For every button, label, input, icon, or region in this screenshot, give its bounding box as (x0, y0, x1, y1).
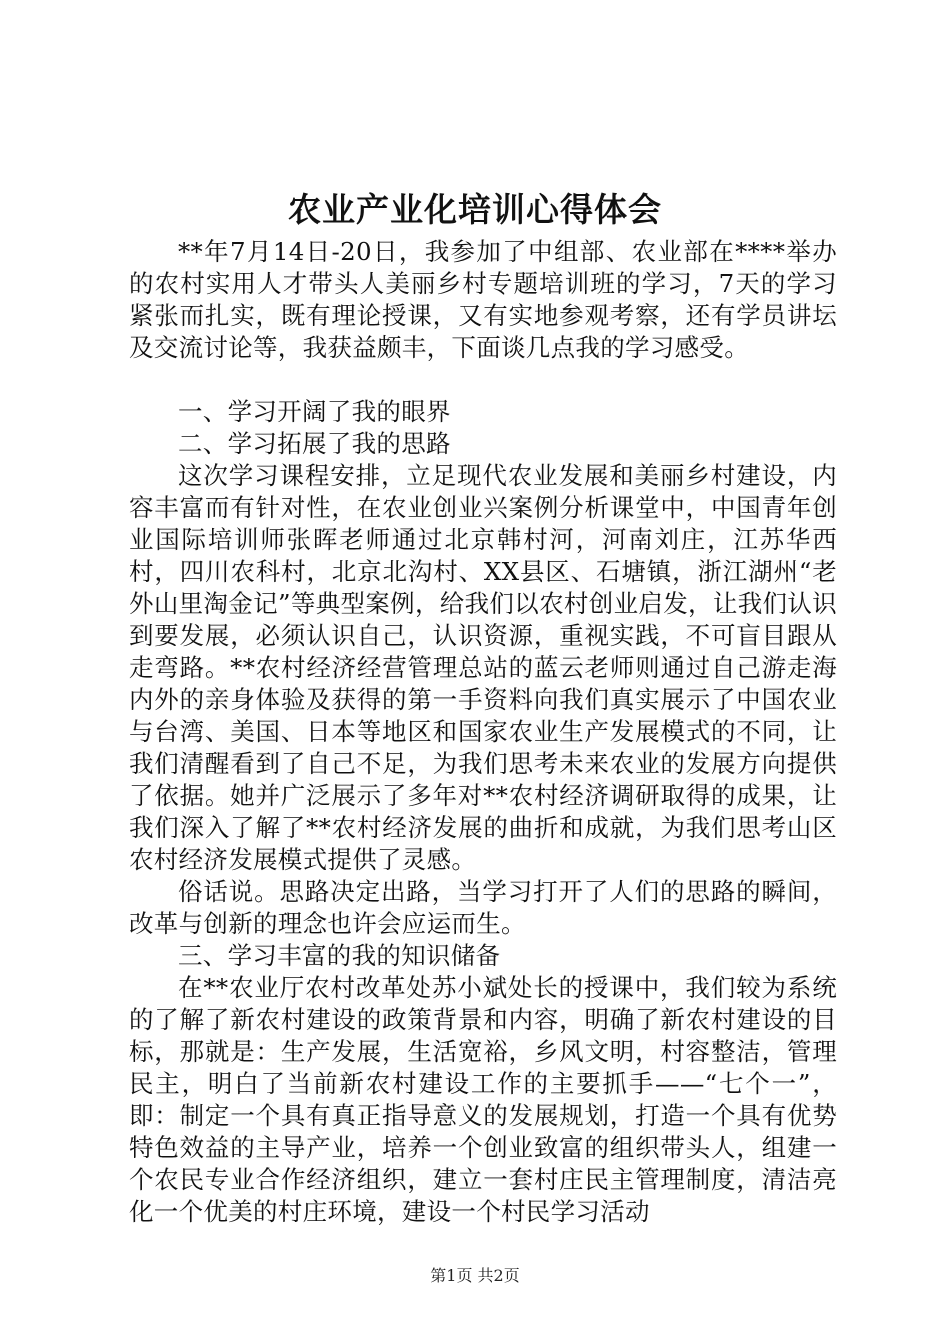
section-heading-3: 三、学习丰富的我的知识储备 (178, 941, 501, 970)
section-2-paragraph: 这次学习课程安排，立足现代农业发展和美丽乡村建设，内容丰富而有针对性，在农业创业兴案例分析课堂中，中国青年创业国际培训师张晖老师通过北京韩村河，河南刘庄，江苏华西村，四川农科村，北京北沟村、XX县区、石塘镇，浙江湖州“老外山里淘金记”等典型案例，给我们以农村创业启发，让我们认识到要发展，必须认识自己，认识资源，重视实践，不可盲目跟从走弯路。**农村经济经营管理总站的蓝云老师则通过自己游走海内外的亲身体验及获得的第一手资料向我们真实展示了中国农业与台湾、美国、日本等地区和国家农业生产发展模式的不同，让我们清醒看到了自己不足，为我们思考未来农业的发展方向提供了依据。她并广泛展示了多年对**农村经济调研取得的成果，让我们深入了解了**农村经济发展的曲折和成就，为我们思考山区农村经济发展模式提供了灵感。 (129, 461, 837, 874)
section-2-paragraph-2: 俗话说。思路决定出路，当学习打开了人们的思路的瞬间，改革与创新的理念也许会应运而生。 (129, 877, 837, 938)
section-3-paragraph: 在**农业厅农村改革处苏小斌处长的授课中，我们较为系统的了解了新农村建设的政策背景和内容，明确了新农村建设的目标，那就是：生产发展，生活宽裕，乡风文明，村容整洁，管理民主，明白了当前新农村建设工作的主要抓手——“七个一”，即：制定一个具有真正指导意义的发展规划，打造一个具有优势特色效益的主导产业，培养一个创业致富的组织带头人，组建一个农民专业合作经济组织，建立一套村庄民主管理制度，清洁亮化一个优美的村庄环境，建设一个村民学习活动 (129, 973, 837, 1226)
paragraph-gap (129, 364, 837, 396)
page-footer: 第1页 共2页 (430, 1266, 520, 1285)
section-heading-1: 一、学习开阔了我的眼界 (178, 397, 451, 426)
intro-paragraph: **年7月14日-20日，我参加了中组部、农业部在****举办的农村实用人才带头人美丽乡村专题培训班的学习，7天的学习紧张而扎实，既有理论授课，又有实地参观考察，还有学员讲坛及交流讨论等，我获益颇丰，下面谈几点我的学习感受。 (129, 237, 837, 362)
section-heading-2: 二、学习拓展了我的思路 (178, 429, 451, 458)
document-body (129, 236, 837, 1228)
document-title: 农业产业化培训心得体会 (288, 190, 662, 229)
